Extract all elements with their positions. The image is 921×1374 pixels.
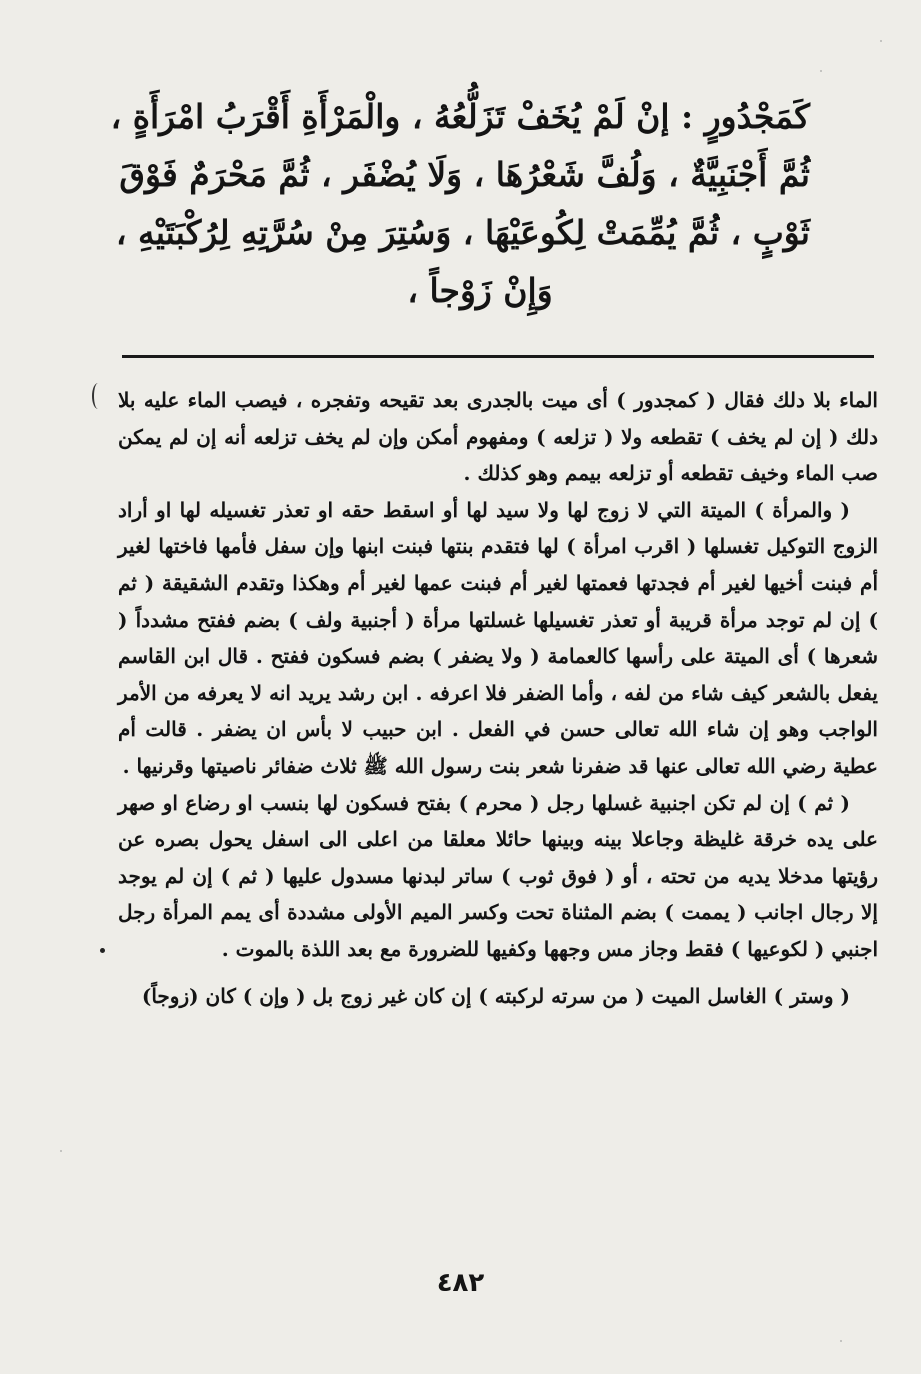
scan-speck (60, 1150, 62, 1152)
commentary-paragraph: الماء بلا دلك فقال ( كمجدور ) أى ميت بالجدرى بعد تقيحه وتفجره ، فيصب الماء عليه بلا دلك ( إن لم يخف ) تقطعه ولا ( تزلعه ) ومفهوم أمكن وإن لم يخف تزلعه أنه إن لم يمكن صب الماء وخيف تقطعه أو تزلعه بيمم وهو كذلك . (118, 388, 878, 486)
scan-speck (880, 40, 882, 42)
margin-dot-mark (100, 948, 105, 953)
matn-line: ثَوْبٍ ، ثُمَّ يُمِّمَتْ لِكُوعَيْهَا ، وَسُتِرَ مِنْ سُرَّتِهِ لِرُكْبَتَيْهِ ، (115, 213, 810, 252)
matn-line: وَإِنْ زَوْجاً ، (407, 271, 553, 310)
scan-speck (820, 70, 822, 72)
commentary-paragraph: ( والمرأة ) الميتة التي لا زوج لها ولا سيد لها أو اسقط حقه او تعذر تغسيله لها او أراد الزوج التوكيل تغسلها ( اقرب امرأة ) لها فتقدم بنتها فبنت ابنها وإن سفل فأمها فاختها لغير أم فبنت أخيها لغير أم فجدتها فعمتها لغير أم فبنت عمها لغير أم وهكذا وتقدم الشقيقة ( ثم ) إن لم توجد مرأة قريبة أو تعذر تغسيلها غسلتها مرأة ( أجنبية ولف ) بضم ففتح مشدداً ( شعرها ) أى الميتة على رأسها كالعمامة ( ولا يضفر ) بضم فسكون ففتح . قال ابن القاسم يفعل بالشعر كيف شاء من لفه ، وأما الضفر فلا اعرفه . ابن رشد يريد انه لا يعرفه من الأمر الواجب وهو إن شاء الله تعالى حسن في الفعل . ابن حبيب لا بأس ان يضفر . قالت أم عطية رضي الله تعالى عنها قد ضفرنا شعر بنت رسول الله ﷺ ثلاث ضفائر ناصيتها وقرنيها . (118, 497, 878, 778)
matn-line: ثُمَّ أَجْنَبِيَّةٌ ، وَلُفَّ شَعْرُهَا ، وَلَا يُضْفَر ، ثُمَّ مَحْرَمٌ فَوْقَ (119, 155, 810, 194)
commentary-paragraph: ( وستر ) الغاسل الميت ( من سرته لركبته ) إن كان غير زوج بل ( وإن ) كان (زوجاً) (141, 983, 850, 1008)
matn-text-block (110, 88, 810, 320)
margin-bracket-mark (92, 383, 104, 409)
commentary-text-block (118, 382, 878, 1014)
matn-line: كَمَجْدُورٍ : إنْ لَمْ يُخَفْ تَزَلُّعُهُ ، والْمَرْأَةِ أَقْرَبُ امْرَأَةٍ ، (110, 97, 810, 136)
separator-rule (122, 355, 874, 358)
page-number: ٤٨٢ (436, 1268, 485, 1298)
scan-speck (840, 1340, 842, 1342)
commentary-paragraph: ( ثم ) إن لم تكن اجنبية غسلها رجل ( محرم ) بفتح فسكون لها بنسب او رضاع او صهر على يده خرقة غليظة وجاعلا بينه وبينها حائلا معلقا من اعلى الى اسفل يحول بصره عن رؤيتها مدخلا يديه من تحته ، أو ( فوق ثوب ) ساتر لبدنها مسدول عليها ( ثم ) إن لم يوجد إلا رجال اجانب ( يممت ) بضم المثناة تحت وكسر الميم الأولى مشددة أى يمم المرأة رجل اجنبي ( لكوعيها ) فقط وجاز مس وجهها وكفيها للضرورة مع بعد اللذة بالموت . (118, 790, 878, 961)
